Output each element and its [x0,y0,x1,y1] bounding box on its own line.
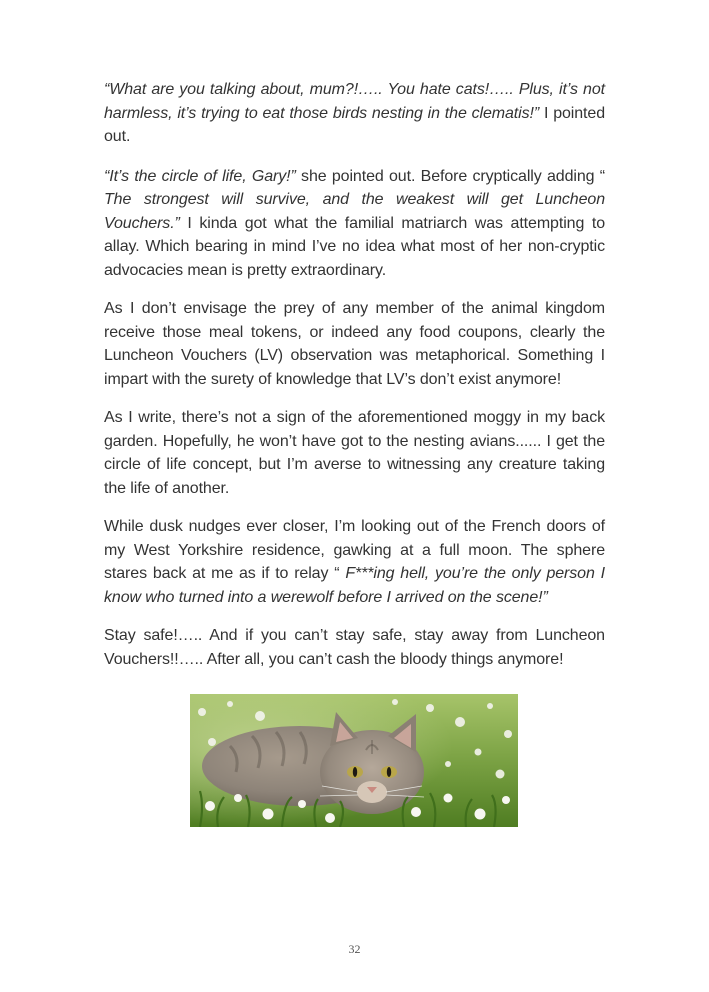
text-segment: As I write, there’s not a sign of the aforementioned moggy in my back garden. Hopefully, he won’t have got to the nesting avians...... I get the circle of life concept, but I’m averse to witnessing any creature taking the life of another. [104,409,605,497]
text-segment: Stay safe!….. And if you can’t stay safe, stay away from Luncheon Vouchers!!….. After all, you can’t cash the bloody things anymore! [104,627,605,668]
text-segment: she pointed out. Before cryptically adding “ [295,167,605,185]
paragraph [104,406,605,500]
paragraph [104,165,605,283]
italic-text-segment: “It’s the circle of life, Gary!” [104,167,296,185]
cat-in-grass-photo [190,694,518,827]
italic-text-segment: F***ing hell, you’re the only person I know who turned into a werewolf before I arrived on the scene!” [104,565,605,606]
paragraph [104,624,605,671]
cat-photo-illustration [190,694,518,827]
italic-text-segment: “What are you talking about, mum?!….. You hate cats!….. Plus, it’s not harmless, it’s trying to eat those birds nesting in the clematis!” [104,81,605,122]
page-number: 32 [348,942,361,956]
text-segment: I kinda got what the familial matriarch was attempting to allay. Which bearing in mind I’ve no idea what most of her non-cryptic advocacies mean is pretty extraordinary. [104,214,605,279]
italic-text-segment: The strongest will survive, and the weakest will get Luncheon Vouchers.” [104,191,605,232]
text-segment: As I don’t envisage the prey of any member of the animal kingdom receive those meal tokens, or indeed any food coupons, clearly the Luncheon Vouchers (LV) observation was metaphorical. Something I impart with the surety of knowledge that LV’s don’t exist anymore! [104,300,605,388]
paragraph [104,78,605,149]
text-segment: While dusk nudges ever closer, I’m looking out of the French doors of my West Yorkshire residence, gawking at a full moon. The sphere stares back at me as if to relay “ [104,518,605,582]
paragraph [104,297,605,391]
page-body [104,78,605,685]
text-segment: I pointed out. [104,104,605,145]
paragraph [104,515,605,609]
